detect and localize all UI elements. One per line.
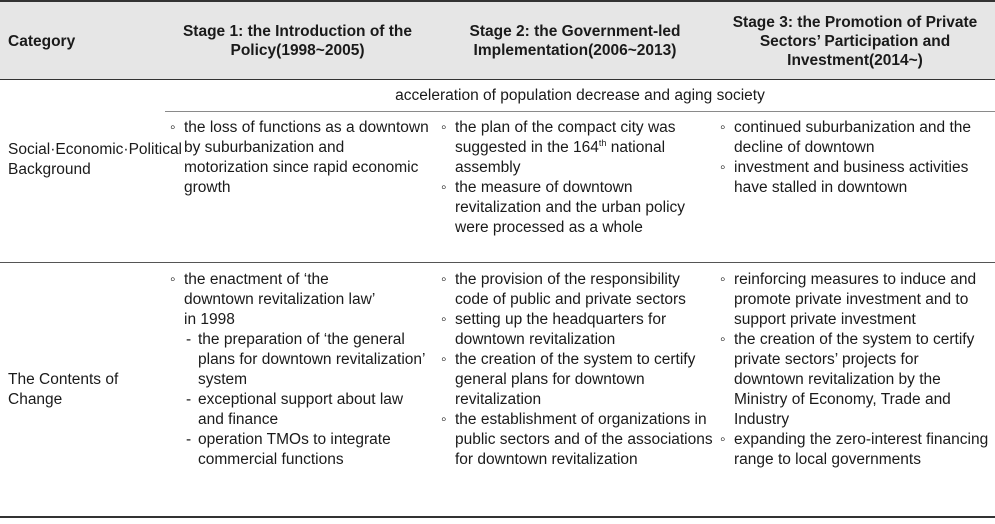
bullet-icon: ◦	[441, 179, 447, 196]
bullet-icon: ◦	[441, 271, 447, 288]
list-item: ◦ reinforcing measures to induce and promote private investment and to support private investment	[720, 271, 977, 328]
header-stage-2: Stage 2: the Government-led Implementation(2006~2013)	[469, 23, 681, 59]
header-stage-1: Stage 1: the Introduction of the Policy(1998~2005)	[182, 23, 413, 59]
list-item: ◦ the enactment of ‘the downtown revitalization law’ in 1998	[170, 271, 376, 328]
header-category: Category	[8, 32, 76, 50]
list-item: ◦ the measure of downtown revitalization and the urban policy were processed as a whole	[441, 179, 686, 236]
background-stage-3	[720, 118, 992, 198]
row-divider	[0, 262, 995, 263]
list-item: ◦ the creation of the system to certify private sectors’ projects for downtown revitalization by the Ministry of Economy, Trade and Industry	[720, 331, 975, 428]
list-item: ◦ the loss of functions as a downtown by suburbanization and motorization since rapid economic growth	[170, 119, 429, 196]
dash-icon: -	[186, 391, 192, 408]
list-item: ◦ investment and business activities have stalled in downtown	[720, 159, 969, 196]
list-item: ◦ the creation of the system to certify general plans for downtown revitalization	[441, 351, 696, 408]
common-background-cell: acceleration of population decrease and aging society	[165, 80, 995, 112]
bullet-icon: ◦	[441, 311, 447, 328]
list-item: ◦ the establishment of organizations in public sectors and of the associations for downtown revitalization	[441, 411, 713, 468]
dash-icon: -	[186, 331, 192, 348]
category-contents-of-change: The Contents of Change	[8, 371, 119, 408]
bullet-icon: ◦	[720, 159, 726, 176]
bullet-icon: ◦	[441, 351, 447, 368]
category-background: Social·Economic·Political Background	[8, 141, 183, 178]
change-stage-3	[720, 270, 992, 470]
dash-icon: -	[186, 431, 192, 448]
list-item: ◦ expanding the zero-interest financing range to local governments	[720, 431, 989, 468]
list-item: ◦ the plan of the compact city was suggested in the 164th national assembly	[441, 119, 676, 176]
change-stage-2	[441, 270, 713, 470]
change-stage-1	[170, 270, 432, 470]
background-stage-2	[441, 118, 713, 238]
list-item: ◦ setting up the headquarters for downtown revitalization	[441, 311, 667, 348]
sub-list-item: - the preparation of ‘the general plans for downtown revitalization’ system	[186, 331, 425, 388]
list-item: ◦ continued suburbanization and the decline of downtown	[720, 119, 971, 156]
bullet-icon: ◦	[720, 119, 726, 136]
bullet-icon: ◦	[170, 271, 176, 288]
bullet-icon: ◦	[720, 431, 726, 448]
sub-list-item: - operation TMOs to integrate commercial functions	[186, 431, 391, 468]
list-item: ◦ the provision of the responsibility code of public and private sectors	[441, 271, 686, 308]
bullet-icon: ◦	[170, 119, 176, 136]
bullet-icon: ◦	[441, 411, 447, 428]
background-stage-1	[170, 118, 432, 198]
sub-list-item: - exceptional support about law and finance	[186, 391, 404, 428]
header-stage-3: Stage 3: the Promotion of Private Sectors’ Participation and Investment(2014~)	[732, 13, 978, 69]
bullet-icon: ◦	[720, 271, 726, 288]
bullet-icon: ◦	[441, 119, 447, 136]
bullet-icon: ◦	[720, 331, 726, 348]
table-bottom-rule	[0, 516, 995, 518]
table-header-row	[0, 0, 995, 80]
